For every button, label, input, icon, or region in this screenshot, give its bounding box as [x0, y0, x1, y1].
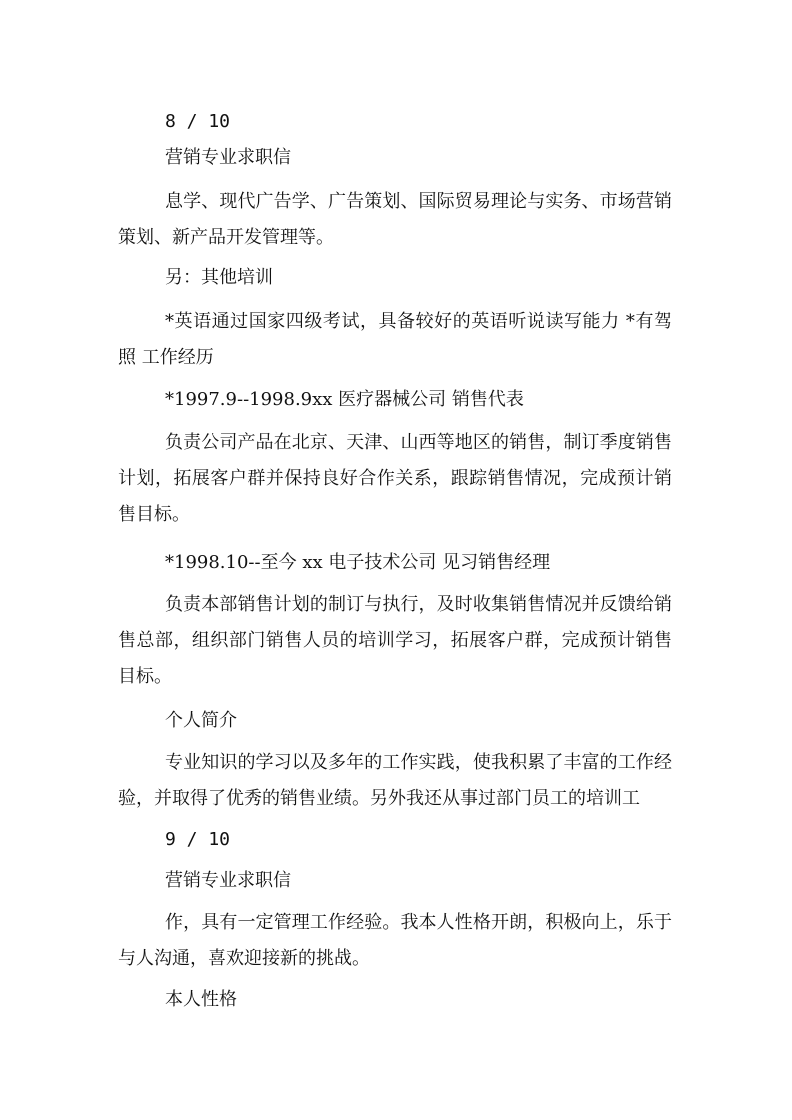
personal-profile-paragraph: 专业知识的学习以及多年的工作实践，使我积累了丰富的工作经验，并取得了优秀的销售业绩。另外我还从事过部门员工的培训工	[118, 752, 672, 809]
education-courses-paragraph: 息学、现代广告学、广告策划、国际贸易理论与实务、市场营销策划、新产品开发管理等。	[118, 191, 672, 248]
work-experience-description-1: 负责公司产品在北京、天津、山西等地区的销售，制订季度销售计划，拓展客户群并保持良好合作关系，跟踪销售情况，完成预计销售目标。	[118, 432, 672, 525]
work-experience-entry-1: *1997.9--1998.9xx 医疗器械公司 销售代表	[165, 389, 524, 410]
continued-profile-paragraph: 作，具有一定管理工作经验。我本人性格开朗，积极向上，乐于与人沟通，喜欢迎接新的挑战。	[118, 912, 672, 969]
personal-profile-heading: 个人简介	[165, 710, 237, 731]
work-experience-entry-2: *1998.10--至今 xx 电子技术公司 见习销售经理	[165, 552, 551, 573]
personality-heading: 本人性格	[165, 989, 237, 1010]
work-experience-description-2: 负责本部销售计划的制订与执行，及时收集销售情况并反馈给销售总部，组织部门销售人员的培训学习，拓展客户群，完成预计销售目标。	[118, 594, 672, 687]
page-number-9-of-10: 9 / 10	[165, 829, 231, 850]
page-number-8-of-10: 8 / 10	[165, 111, 231, 132]
other-training-heading: 另：其他培训	[165, 267, 273, 288]
document-title-second: 营销专业求职信	[165, 870, 291, 891]
training-details-paragraph: *英语通过国家四级考试，具备较好的英语听说读写能力 *有驾照 工作经历	[118, 311, 672, 368]
document-title-first: 营销专业求职信	[165, 147, 291, 168]
